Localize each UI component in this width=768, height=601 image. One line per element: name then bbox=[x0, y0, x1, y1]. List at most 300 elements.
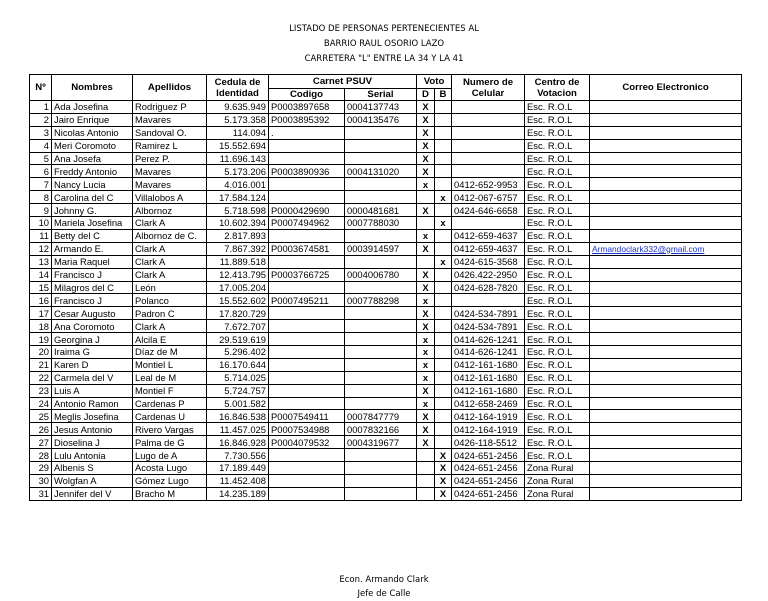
row-number: 8 bbox=[30, 191, 52, 204]
row-number: 2 bbox=[30, 113, 52, 126]
correo-cell bbox=[590, 113, 742, 126]
voto-b-cell: x bbox=[435, 217, 452, 230]
voto-b-cell bbox=[435, 268, 452, 281]
celular-cell: 0412-659-4637 bbox=[452, 242, 525, 255]
serial-cell: 0007832166 bbox=[345, 423, 417, 436]
row-number: 13 bbox=[30, 255, 52, 268]
nombre-cell: Freddy Antonio bbox=[52, 165, 133, 178]
voto-d-cell: X bbox=[417, 165, 435, 178]
serial-cell: 0004137743 bbox=[345, 101, 417, 114]
correo-cell bbox=[590, 423, 742, 436]
correo-cell bbox=[590, 229, 742, 242]
table-row bbox=[30, 178, 742, 191]
voto-d-cell: X bbox=[417, 384, 435, 397]
centro-cell: Esc. R.O.L bbox=[525, 139, 590, 152]
cedula-cell: 114.094 bbox=[207, 126, 269, 139]
voto-b-cell: X bbox=[435, 474, 452, 487]
nombre-cell: Meri Coromoto bbox=[52, 139, 133, 152]
centro-cell: Esc. R.O.L bbox=[525, 436, 590, 449]
cedula-cell: 7.672.707 bbox=[207, 320, 269, 333]
signer-role: Jefe de Calle bbox=[357, 589, 411, 599]
nombre-cell: Ada Josefina bbox=[52, 101, 133, 114]
nombre-cell: Albenis S bbox=[52, 462, 133, 475]
table-row bbox=[30, 113, 742, 126]
voto-b-cell bbox=[435, 178, 452, 191]
nombre-cell: Mariela Josefina bbox=[52, 217, 133, 230]
nombre-cell: Dioselina J bbox=[52, 436, 133, 449]
voto-b-cell bbox=[435, 204, 452, 217]
apellido-cell: Sandoval O. bbox=[133, 126, 207, 139]
header-num: Nº bbox=[30, 75, 52, 101]
cedula-cell: 12.413.795 bbox=[207, 268, 269, 281]
serial-cell bbox=[345, 333, 417, 346]
voto-d-cell bbox=[417, 474, 435, 487]
correo-cell bbox=[590, 346, 742, 359]
cedula-cell: 7.867.392 bbox=[207, 242, 269, 255]
nombre-cell: Wolgfan A bbox=[52, 474, 133, 487]
apellido-cell: Padron C bbox=[133, 307, 207, 320]
codigo-cell: P0000429690 bbox=[269, 204, 345, 217]
voto-b-cell bbox=[435, 358, 452, 371]
correo-cell bbox=[590, 268, 742, 281]
voto-b-cell bbox=[435, 436, 452, 449]
header-centro: Centro de Votacion bbox=[525, 75, 590, 101]
nombre-cell: Carmela del V bbox=[52, 371, 133, 384]
table-row bbox=[30, 204, 742, 217]
correo-cell bbox=[590, 384, 742, 397]
apellido-cell: Cardenas P bbox=[133, 397, 207, 410]
voto-b-cell bbox=[435, 281, 452, 294]
cedula-cell: 5.173.358 bbox=[207, 113, 269, 126]
celular-cell: 0426.422-2950 bbox=[452, 268, 525, 281]
table-body bbox=[30, 101, 742, 501]
serial-cell: 0004006780 bbox=[345, 268, 417, 281]
table-row bbox=[30, 165, 742, 178]
centro-cell: Esc. R.O.L bbox=[525, 307, 590, 320]
celular-cell bbox=[452, 165, 525, 178]
codigo-cell: . bbox=[269, 126, 345, 139]
voto-b-cell bbox=[435, 397, 452, 410]
voto-d-cell: X bbox=[417, 423, 435, 436]
codigo-cell bbox=[269, 139, 345, 152]
apellido-cell: León bbox=[133, 281, 207, 294]
centro-cell: Esc. R.O.L bbox=[525, 191, 590, 204]
voto-d-cell: X bbox=[417, 152, 435, 165]
apellido-cell: Albornoz bbox=[133, 204, 207, 217]
row-number: 15 bbox=[30, 281, 52, 294]
apellido-cell: Montiel F bbox=[133, 384, 207, 397]
correo-cell bbox=[590, 152, 742, 165]
celular-cell bbox=[452, 113, 525, 126]
correo-cell bbox=[590, 242, 742, 255]
nombre-cell: Betty del C bbox=[52, 229, 133, 242]
codigo-cell: P0003890936 bbox=[269, 165, 345, 178]
serial-cell bbox=[345, 397, 417, 410]
correo-cell bbox=[590, 191, 742, 204]
nombre-cell: Lulu Antonia bbox=[52, 449, 133, 462]
voto-d-cell: x bbox=[417, 333, 435, 346]
celular-cell: 0412-658-2469 bbox=[452, 397, 525, 410]
cedula-cell: 5.173.206 bbox=[207, 165, 269, 178]
centro-cell: Zona Rural bbox=[525, 474, 590, 487]
voto-d-cell: x bbox=[417, 229, 435, 242]
voto-d-cell: x bbox=[417, 371, 435, 384]
celular-cell bbox=[452, 101, 525, 114]
header-codigo: Codigo bbox=[269, 89, 345, 101]
apellido-cell: Clark A bbox=[133, 217, 207, 230]
centro-cell: Esc. R.O.L bbox=[525, 449, 590, 462]
celular-cell: 0424-651-2456 bbox=[452, 462, 525, 475]
codigo-cell bbox=[269, 371, 345, 384]
codigo-cell bbox=[269, 397, 345, 410]
codigo-cell bbox=[269, 229, 345, 242]
row-number: 25 bbox=[30, 410, 52, 423]
celular-cell bbox=[452, 126, 525, 139]
codigo-cell bbox=[269, 307, 345, 320]
celular-cell: 0424-651-2456 bbox=[452, 487, 525, 500]
nombre-cell: Maria Raquel bbox=[52, 255, 133, 268]
row-number: 16 bbox=[30, 294, 52, 307]
cedula-cell: 17.820.729 bbox=[207, 307, 269, 320]
celular-cell bbox=[452, 217, 525, 230]
celular-cell: 0412-161-1680 bbox=[452, 358, 525, 371]
apellido-cell: Acosta Lugo bbox=[133, 462, 207, 475]
celular-cell bbox=[452, 152, 525, 165]
voto-b-cell bbox=[435, 320, 452, 333]
row-number: 22 bbox=[30, 371, 52, 384]
table-row bbox=[30, 358, 742, 371]
cedula-cell: 2.817.893 bbox=[207, 229, 269, 242]
apellido-cell: Montiel L bbox=[133, 358, 207, 371]
voto-d-cell: x bbox=[417, 397, 435, 410]
voto-b-cell bbox=[435, 294, 452, 307]
header-correo: Correo Electronico bbox=[590, 75, 742, 101]
voto-d-cell bbox=[417, 191, 435, 204]
celular-cell: 0424-534-7891 bbox=[452, 307, 525, 320]
cedula-cell: 11.457.025 bbox=[207, 423, 269, 436]
title-line-2: BARRIO RAUL OSORIO LAZO bbox=[323, 39, 445, 49]
voto-b-cell bbox=[435, 423, 452, 436]
row-number: 17 bbox=[30, 307, 52, 320]
row-number: 19 bbox=[30, 333, 52, 346]
serial-cell bbox=[345, 449, 417, 462]
centro-cell: Zona Rural bbox=[525, 462, 590, 475]
table-row bbox=[30, 229, 742, 242]
voto-b-cell: X bbox=[435, 462, 452, 475]
serial-cell bbox=[345, 178, 417, 191]
serial-cell: 0007847779 bbox=[345, 410, 417, 423]
correo-cell bbox=[590, 178, 742, 191]
serial-cell bbox=[345, 126, 417, 139]
row-number: 27 bbox=[30, 436, 52, 449]
voto-d-cell bbox=[417, 217, 435, 230]
header-nombres: Nombres bbox=[52, 75, 133, 101]
correo-cell bbox=[590, 204, 742, 217]
serial-cell bbox=[345, 152, 417, 165]
apellido-cell: Díaz de M bbox=[133, 346, 207, 359]
table-row bbox=[30, 474, 742, 487]
serial-cell bbox=[345, 307, 417, 320]
codigo-cell bbox=[269, 449, 345, 462]
row-number: 5 bbox=[30, 152, 52, 165]
correo-cell bbox=[590, 126, 742, 139]
apellido-cell: Villalobos A bbox=[133, 191, 207, 204]
correo-cell bbox=[590, 101, 742, 114]
codigo-cell: P0003897658 bbox=[269, 101, 345, 114]
table-row bbox=[30, 281, 742, 294]
correo-cell bbox=[590, 358, 742, 371]
codigo-cell bbox=[269, 178, 345, 191]
centro-cell: Esc. R.O.L bbox=[525, 410, 590, 423]
signer-name: Econ. Armando Clark bbox=[339, 575, 429, 585]
row-number: 29 bbox=[30, 462, 52, 475]
serial-cell bbox=[345, 346, 417, 359]
celular-cell: 0424-651-2456 bbox=[452, 449, 525, 462]
centro-cell: Esc. R.O.L bbox=[525, 423, 590, 436]
celular-cell: 0424-646-6658 bbox=[452, 204, 525, 217]
table-row bbox=[30, 436, 742, 449]
correo-cell bbox=[590, 371, 742, 384]
nombre-cell: Nicolas Antonio bbox=[52, 126, 133, 139]
row-number: 24 bbox=[30, 397, 52, 410]
voto-b-cell bbox=[435, 113, 452, 126]
codigo-cell bbox=[269, 191, 345, 204]
cedula-cell: 10.602.394 bbox=[207, 217, 269, 230]
voto-d-cell: x bbox=[417, 178, 435, 191]
serial-cell bbox=[345, 320, 417, 333]
title-line-3: CARRETERA "L" ENTRE LA 34 Y LA 41 bbox=[304, 54, 464, 64]
correo-cell bbox=[590, 474, 742, 487]
codigo-cell bbox=[269, 358, 345, 371]
table-row bbox=[30, 255, 742, 268]
voto-b-cell bbox=[435, 410, 452, 423]
voto-b-cell bbox=[435, 139, 452, 152]
correo-cell bbox=[590, 281, 742, 294]
centro-cell: Esc. R.O.L bbox=[525, 126, 590, 139]
centro-cell: Esc. R.O.L bbox=[525, 281, 590, 294]
apellido-cell: Bracho M bbox=[133, 487, 207, 500]
serial-cell bbox=[345, 487, 417, 500]
serial-cell: 0004319677 bbox=[345, 436, 417, 449]
table-row bbox=[30, 449, 742, 462]
celular-cell: 0412-659-4637 bbox=[452, 229, 525, 242]
row-number: 11 bbox=[30, 229, 52, 242]
celular-cell: 0424-628-7820 bbox=[452, 281, 525, 294]
codigo-cell bbox=[269, 281, 345, 294]
centro-cell: Esc. R.O.L bbox=[525, 178, 590, 191]
voto-b-cell bbox=[435, 384, 452, 397]
codigo-cell bbox=[269, 487, 345, 500]
serial-cell bbox=[345, 358, 417, 371]
voto-d-cell: X bbox=[417, 268, 435, 281]
centro-cell: Esc. R.O.L bbox=[525, 165, 590, 178]
voto-d-cell: X bbox=[417, 204, 435, 217]
centro-cell: Esc. R.O.L bbox=[525, 217, 590, 230]
voto-d-cell: x bbox=[417, 294, 435, 307]
table-row bbox=[30, 191, 742, 204]
apellido-cell: Clark A bbox=[133, 242, 207, 255]
apellido-cell: Rodriguez P bbox=[133, 101, 207, 114]
celular-cell: 0412-161-1680 bbox=[452, 384, 525, 397]
serial-cell: 0003914597 bbox=[345, 242, 417, 255]
celular-cell: 0424-651-2456 bbox=[452, 474, 525, 487]
cedula-cell: 5.718.598 bbox=[207, 204, 269, 217]
apellido-cell: Albornoz de C. bbox=[133, 229, 207, 242]
table-row bbox=[30, 101, 742, 114]
voto-b-cell bbox=[435, 101, 452, 114]
serial-cell bbox=[345, 229, 417, 242]
serial-cell bbox=[345, 462, 417, 475]
centro-cell: Esc. R.O.L bbox=[525, 255, 590, 268]
nombre-cell: Carolina del C bbox=[52, 191, 133, 204]
table-row bbox=[30, 294, 742, 307]
row-number: 6 bbox=[30, 165, 52, 178]
codigo-cell: P0004079532 bbox=[269, 436, 345, 449]
voto-b-cell bbox=[435, 333, 452, 346]
nombre-cell: Meglis Josefina bbox=[52, 410, 133, 423]
voto-b-cell: X bbox=[435, 449, 452, 462]
celular-cell: 0414-626-1241 bbox=[452, 346, 525, 359]
nombre-cell: Iraima G bbox=[52, 346, 133, 359]
codigo-cell bbox=[269, 320, 345, 333]
correo-cell bbox=[590, 165, 742, 178]
serial-cell bbox=[345, 474, 417, 487]
row-number: 4 bbox=[30, 139, 52, 152]
nombre-cell: Jairo Enrique bbox=[52, 113, 133, 126]
voto-b-cell bbox=[435, 165, 452, 178]
row-number: 20 bbox=[30, 346, 52, 359]
nombre-cell: Nancy Lucia bbox=[52, 178, 133, 191]
row-number: 26 bbox=[30, 423, 52, 436]
voto-b-cell bbox=[435, 242, 452, 255]
voto-d-cell: X bbox=[417, 113, 435, 126]
persons-table bbox=[29, 74, 742, 501]
nombre-cell: Ana Josefa bbox=[52, 152, 133, 165]
correo-cell bbox=[590, 462, 742, 475]
apellido-cell: Polanco bbox=[133, 294, 207, 307]
row-number: 18 bbox=[30, 320, 52, 333]
centro-cell: Zona Rural bbox=[525, 487, 590, 500]
cedula-cell: 5.724.757 bbox=[207, 384, 269, 397]
serial-cell bbox=[345, 371, 417, 384]
celular-cell: 0412-164-1919 bbox=[452, 410, 525, 423]
voto-b-cell: X bbox=[435, 487, 452, 500]
celular-cell: 0414-626-1241 bbox=[452, 333, 525, 346]
serial-cell bbox=[345, 384, 417, 397]
apellido-cell: Cardenas U bbox=[133, 410, 207, 423]
serial-cell bbox=[345, 281, 417, 294]
centro-cell: Esc. R.O.L bbox=[525, 229, 590, 242]
row-number: 30 bbox=[30, 474, 52, 487]
apellido-cell: Gómez Lugo bbox=[133, 474, 207, 487]
apellido-cell: Mavares bbox=[133, 178, 207, 191]
voto-b-cell: x bbox=[435, 255, 452, 268]
codigo-cell: P0003766725 bbox=[269, 268, 345, 281]
voto-b-cell bbox=[435, 307, 452, 320]
apellido-cell: Lugo de A bbox=[133, 449, 207, 462]
voto-d-cell: X bbox=[417, 126, 435, 139]
cedula-cell: 11.696.143 bbox=[207, 152, 269, 165]
table-row bbox=[30, 320, 742, 333]
nombre-cell: Luis A bbox=[52, 384, 133, 397]
codigo-cell bbox=[269, 384, 345, 397]
codigo-cell: P0007495211 bbox=[269, 294, 345, 307]
nombre-cell: Antonio Ramon bbox=[52, 397, 133, 410]
voto-b-cell: x bbox=[435, 191, 452, 204]
voto-d-cell bbox=[417, 487, 435, 500]
table-row bbox=[30, 487, 742, 500]
row-number: 7 bbox=[30, 178, 52, 191]
cedula-cell: 5.296.402 bbox=[207, 346, 269, 359]
correo-cell bbox=[590, 217, 742, 230]
celular-cell bbox=[452, 294, 525, 307]
codigo-cell bbox=[269, 346, 345, 359]
centro-cell: Esc. R.O.L bbox=[525, 204, 590, 217]
table-header bbox=[30, 75, 742, 101]
apellido-cell: Leal de M bbox=[133, 371, 207, 384]
centro-cell: Esc. R.O.L bbox=[525, 346, 590, 359]
celular-cell: 0424-534-7891 bbox=[452, 320, 525, 333]
correo-cell bbox=[590, 410, 742, 423]
codigo-cell: P0007494962 bbox=[269, 217, 345, 230]
apellido-cell: Mavares bbox=[133, 165, 207, 178]
header-cedula: Cedula de Identidad bbox=[207, 75, 269, 101]
cedula-cell: 16.170.644 bbox=[207, 358, 269, 371]
cedula-cell: 17.584.124 bbox=[207, 191, 269, 204]
header-voto-b: B bbox=[435, 89, 452, 101]
centro-cell: Esc. R.O.L bbox=[525, 152, 590, 165]
email-link[interactable]: Armandoclark332@gmail.com bbox=[592, 243, 705, 254]
apellido-cell: Clark A bbox=[133, 255, 207, 268]
table-row bbox=[30, 397, 742, 410]
voto-b-cell bbox=[435, 229, 452, 242]
voto-b-cell bbox=[435, 371, 452, 384]
voto-b-cell bbox=[435, 152, 452, 165]
celular-cell bbox=[452, 139, 525, 152]
correo-cell bbox=[590, 397, 742, 410]
cedula-cell: 9.635.949 bbox=[207, 101, 269, 114]
serial-cell: 0004131020 bbox=[345, 165, 417, 178]
correo-cell bbox=[590, 294, 742, 307]
codigo-cell bbox=[269, 333, 345, 346]
voto-d-cell bbox=[417, 462, 435, 475]
table-row bbox=[30, 152, 742, 165]
header-apellidos: Apellidos bbox=[133, 75, 207, 101]
nombre-cell: Georgina J bbox=[52, 333, 133, 346]
voto-d-cell: X bbox=[417, 281, 435, 294]
centro-cell: Esc. R.O.L bbox=[525, 371, 590, 384]
table-row bbox=[30, 371, 742, 384]
centro-cell: Esc. R.O.L bbox=[525, 333, 590, 346]
nombre-cell: Jennifer del V bbox=[52, 487, 133, 500]
voto-d-cell bbox=[417, 449, 435, 462]
apellido-cell: Clark A bbox=[133, 268, 207, 281]
nombre-cell: Cesar Augusto bbox=[52, 307, 133, 320]
codigo-cell bbox=[269, 255, 345, 268]
table-row bbox=[30, 346, 742, 359]
row-number: 1 bbox=[30, 101, 52, 114]
serial-cell: 0007788298 bbox=[345, 294, 417, 307]
table-row bbox=[30, 410, 742, 423]
codigo-cell: P0003895392 bbox=[269, 113, 345, 126]
row-number: 31 bbox=[30, 487, 52, 500]
nombre-cell: Francisco J bbox=[52, 294, 133, 307]
apellido-cell: Alcila E bbox=[133, 333, 207, 346]
cedula-cell: 16.846.538 bbox=[207, 410, 269, 423]
serial-cell bbox=[345, 255, 417, 268]
voto-d-cell: x bbox=[417, 346, 435, 359]
centro-cell: Esc. R.O.L bbox=[525, 358, 590, 371]
